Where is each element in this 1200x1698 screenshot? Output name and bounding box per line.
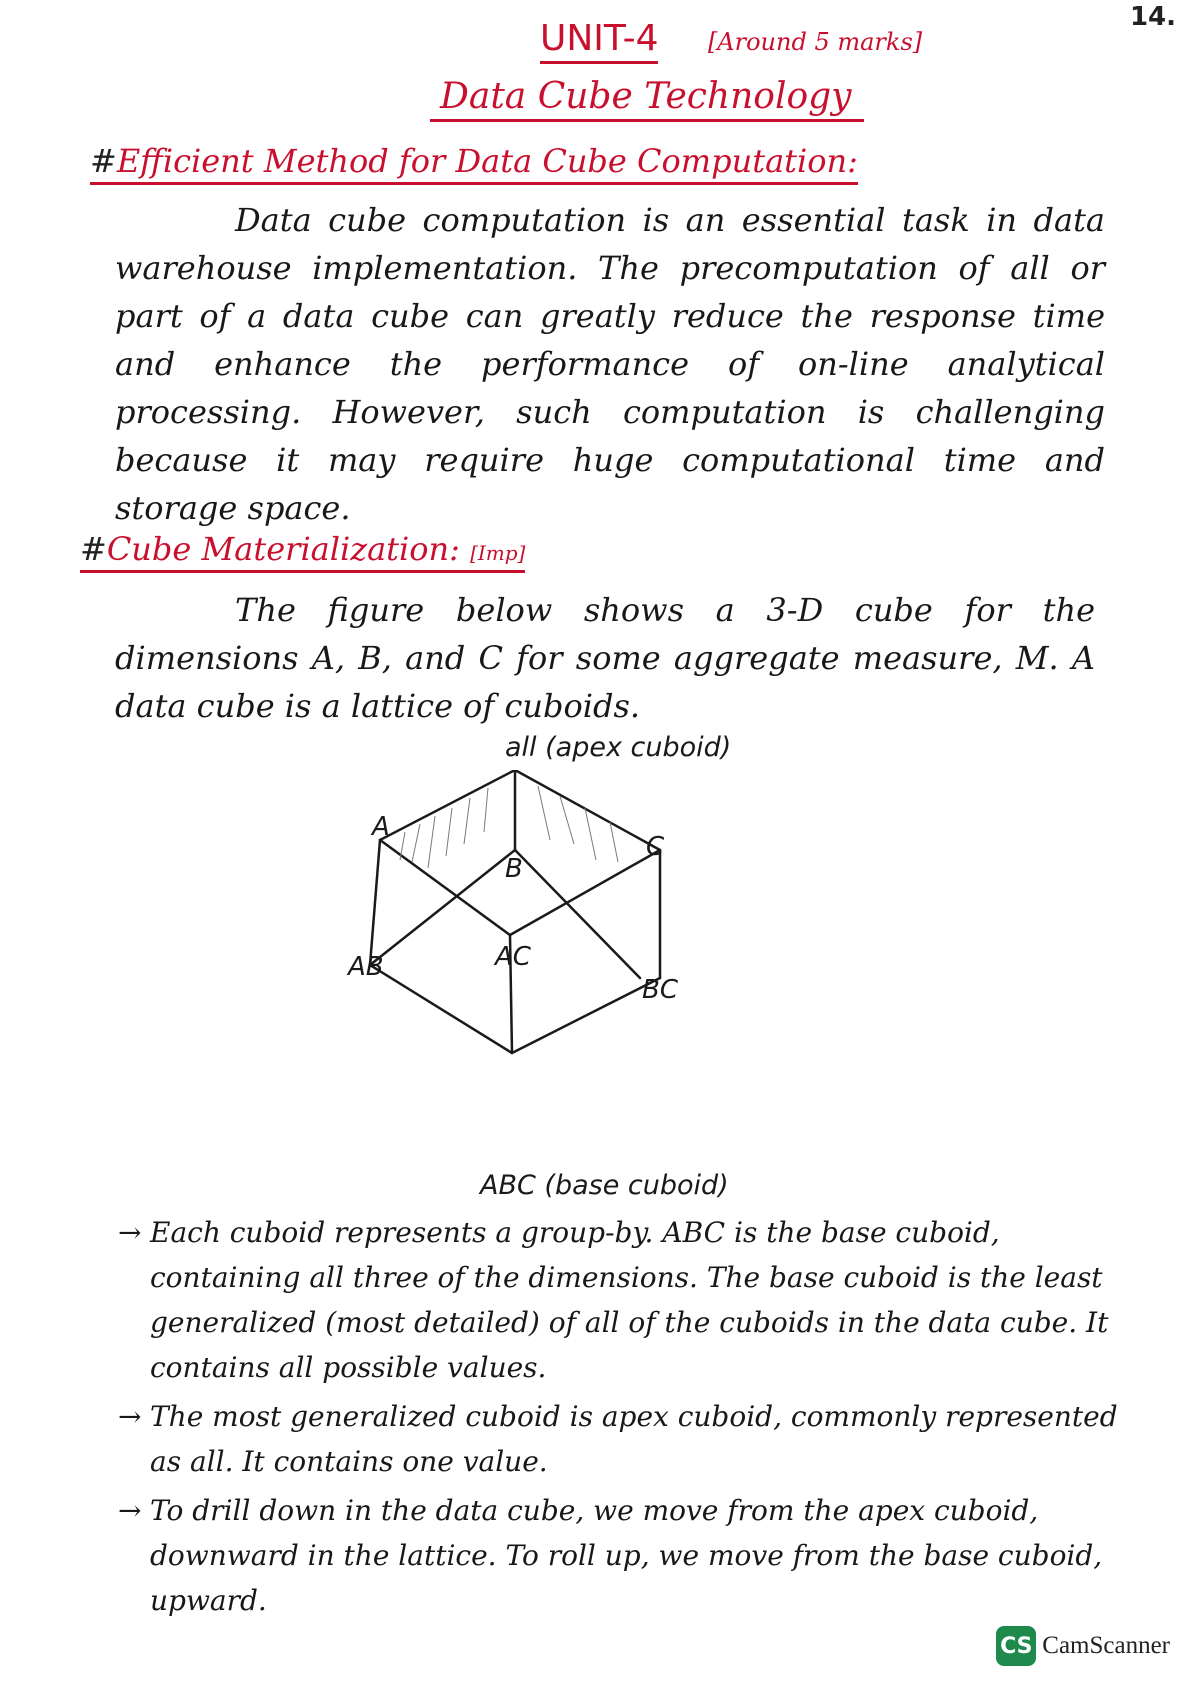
bullet-text: The most generalized cuboid is apex cuboid, commonly represented as all. It contains one value.	[150, 1400, 1118, 1478]
important-tag: [Imp]	[470, 541, 526, 565]
node-bc-label: BC	[642, 975, 678, 1005]
unit-title: UNIT-4	[540, 18, 658, 64]
page-number: 14.	[1129, 2, 1176, 32]
paragraph-text: Data cube computation is an essential task in data warehouse implementation. The precomputation of all or part of a data cube can greatly reduce the response time and enhance the performance of on-line analytical processing. However, such computation is challenging because it may require huge computational time and storage space.	[115, 201, 1105, 527]
section-paragraph-efficient	[115, 196, 1105, 532]
edge-b-bc	[515, 850, 640, 978]
lattice-lines	[360, 770, 800, 1190]
marks-note: [Around 5 marks]	[707, 28, 923, 56]
base-cuboid-label: ABC (base cuboid)	[480, 1170, 729, 1201]
edge-bc-abc	[512, 978, 660, 1053]
edge-ab-abc	[370, 965, 512, 1053]
node-a-label: A	[372, 812, 390, 842]
bullet-item	[118, 1488, 1128, 1623]
edge-all-a	[380, 770, 515, 840]
bullet-item	[118, 1210, 1128, 1390]
node-ab-label: AB	[348, 952, 384, 982]
node-b-label: B	[505, 854, 523, 884]
section-heading-materialization	[80, 530, 525, 573]
edge-a-ac	[380, 840, 510, 935]
unit-header	[540, 18, 922, 59]
camscanner-watermark	[996, 1624, 1170, 1668]
camscanner-brand: CamScanner	[1042, 1632, 1170, 1659]
edge-a-ab	[370, 840, 380, 965]
section-heading-text: Cube Materialization:	[106, 530, 460, 568]
edge-all-c	[515, 770, 660, 850]
node-c-label: C	[646, 832, 665, 862]
bullet-text: To drill down in the data cube, we move from the apex cuboid, downward in the lattice. To roll up, we move from the base cuboid, upward.	[150, 1494, 1103, 1617]
arrow-icon: →	[118, 1216, 142, 1249]
arrow-icon: →	[118, 1400, 142, 1433]
page-title: Data Cube Technology	[430, 76, 864, 122]
bullet-item	[118, 1394, 1128, 1484]
node-ac-label: AC	[495, 942, 531, 972]
apex-cuboid-label: all (apex cuboid)	[505, 732, 732, 763]
hash-symbol: #	[80, 530, 107, 568]
bullet-text: Each cuboid represents a group-by. ABC is the base cuboid, containing all three of the dimensions. The base cuboid is the least generalized (most detailed) of all of the cuboids in the data cube. It contains all possible values.	[150, 1216, 1109, 1384]
cuboid-lattice-diagram	[348, 770, 800, 1190]
section-paragraph-materialization	[115, 586, 1095, 730]
paragraph-text: The figure below shows a 3-D cube for the dimensions A, B, and C for some aggregate measure, M. A data cube is a lattice of cuboids.	[115, 591, 1095, 725]
edge-b-ab	[370, 850, 515, 965]
camscanner-logo-icon: CS	[996, 1626, 1036, 1666]
arrow-icon: →	[118, 1494, 142, 1527]
hash-symbol: #	[90, 142, 117, 180]
section-heading-text: Efficient Method for Data Cube Computation:	[116, 142, 858, 180]
section-heading-efficient	[90, 142, 858, 185]
bullet-list	[118, 1210, 1128, 1627]
